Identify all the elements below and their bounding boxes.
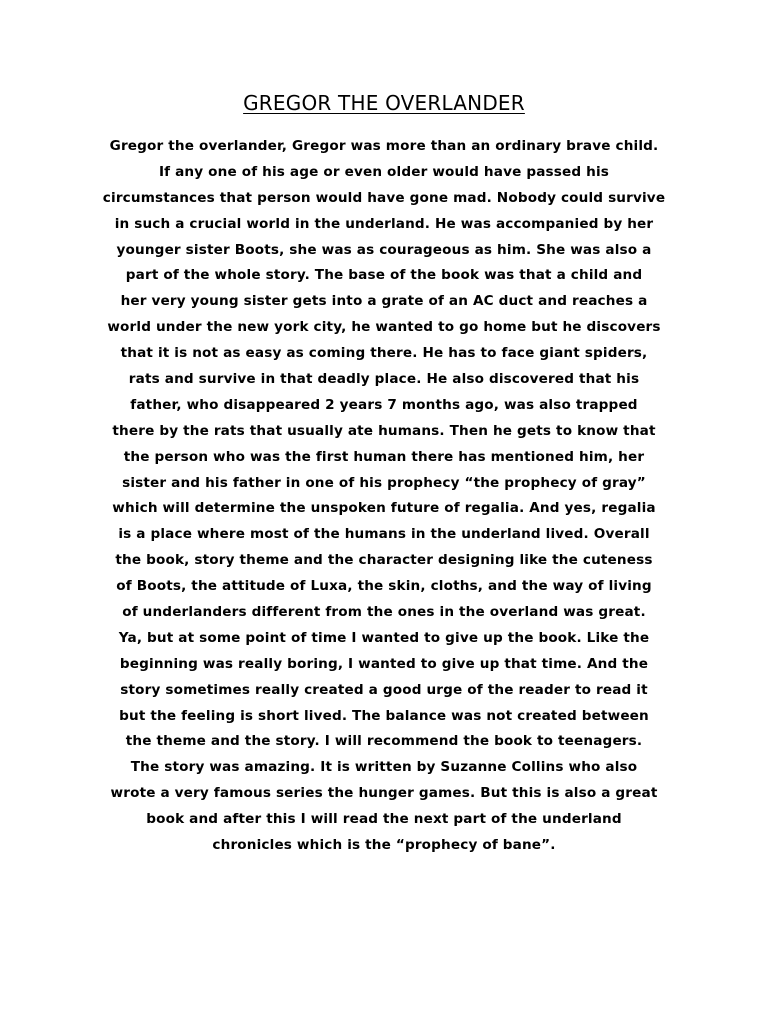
text-line: chronicles which is the “prophecy of bane”. — [212, 837, 556, 854]
text-line: in such a crucial world in the underland. He was accompanied by her — [114, 215, 654, 232]
text-line: which will determine the unspoken future of regalia. And yes, regalia — [112, 500, 656, 517]
text-line: that it is not as easy as coming there. He has to face giant spiders, — [120, 345, 648, 362]
text-line: The story was amazing. It is written by Suzanne Collins who also — [130, 759, 638, 776]
document-body — [88, 134, 680, 859]
text-line: circumstances that person would have gone mad. Nobody could survive — [102, 189, 666, 206]
text-line: beginning was really boring, I wanted to give up that time. And the — [119, 655, 649, 672]
text-line: part of the whole story. The base of the book was that a child and — [125, 267, 643, 284]
text-line: father, who disappeared 2 years 7 months ago, was also trapped — [130, 396, 638, 413]
text-line: her very young sister gets into a grate of an AC duct and reaches a — [120, 293, 648, 310]
text-line: world under the new york city, he wanted to go home but he discovers — [107, 319, 661, 336]
text-line: younger sister Boots, she was as courageous as him. She was also a — [116, 241, 652, 258]
text-line: of Boots, the attitude of Luxa, the skin, cloths, and the way of living — [116, 578, 652, 595]
text-line: story sometimes really created a good urge of the reader to read it — [120, 681, 648, 698]
text-line: the book, story theme and the character designing like the cuteness — [115, 552, 653, 569]
text-line: but the feeling is short lived. The balance was not created between — [119, 707, 649, 724]
text-line: the theme and the story. I will recommend the book to teenagers. — [125, 733, 643, 750]
text-line: of underlanders different from the ones in the overland was great. — [122, 604, 646, 621]
text-line: Ya, but at some point of time I wanted to give up the book. Like the — [118, 629, 650, 646]
text-line: Gregor the overlander, Gregor was more than an ordinary brave child. — [109, 138, 659, 154]
text-line: sister and his father in one of his prophecy “the prophecy of gray” — [122, 474, 646, 491]
text-line: the person who was the first human there has mentioned him, her — [123, 448, 645, 465]
document-title: GREGOR THE OVERLANDER — [243, 91, 525, 115]
text-line: book and after this I will read the next part of the underland — [146, 811, 622, 828]
text-line: If any one of his age or even older would have passed his — [158, 163, 610, 180]
text-line: there by the rats that usually ate humans. Then he gets to know that — [112, 422, 656, 439]
text-line: is a place where most of the humans in the underland lived. Overall — [118, 526, 650, 543]
text-line: wrote a very famous series the hunger games. But this is also a great — [110, 785, 658, 802]
text-line: rats and survive in that deadly place. He also discovered that his — [128, 371, 640, 388]
